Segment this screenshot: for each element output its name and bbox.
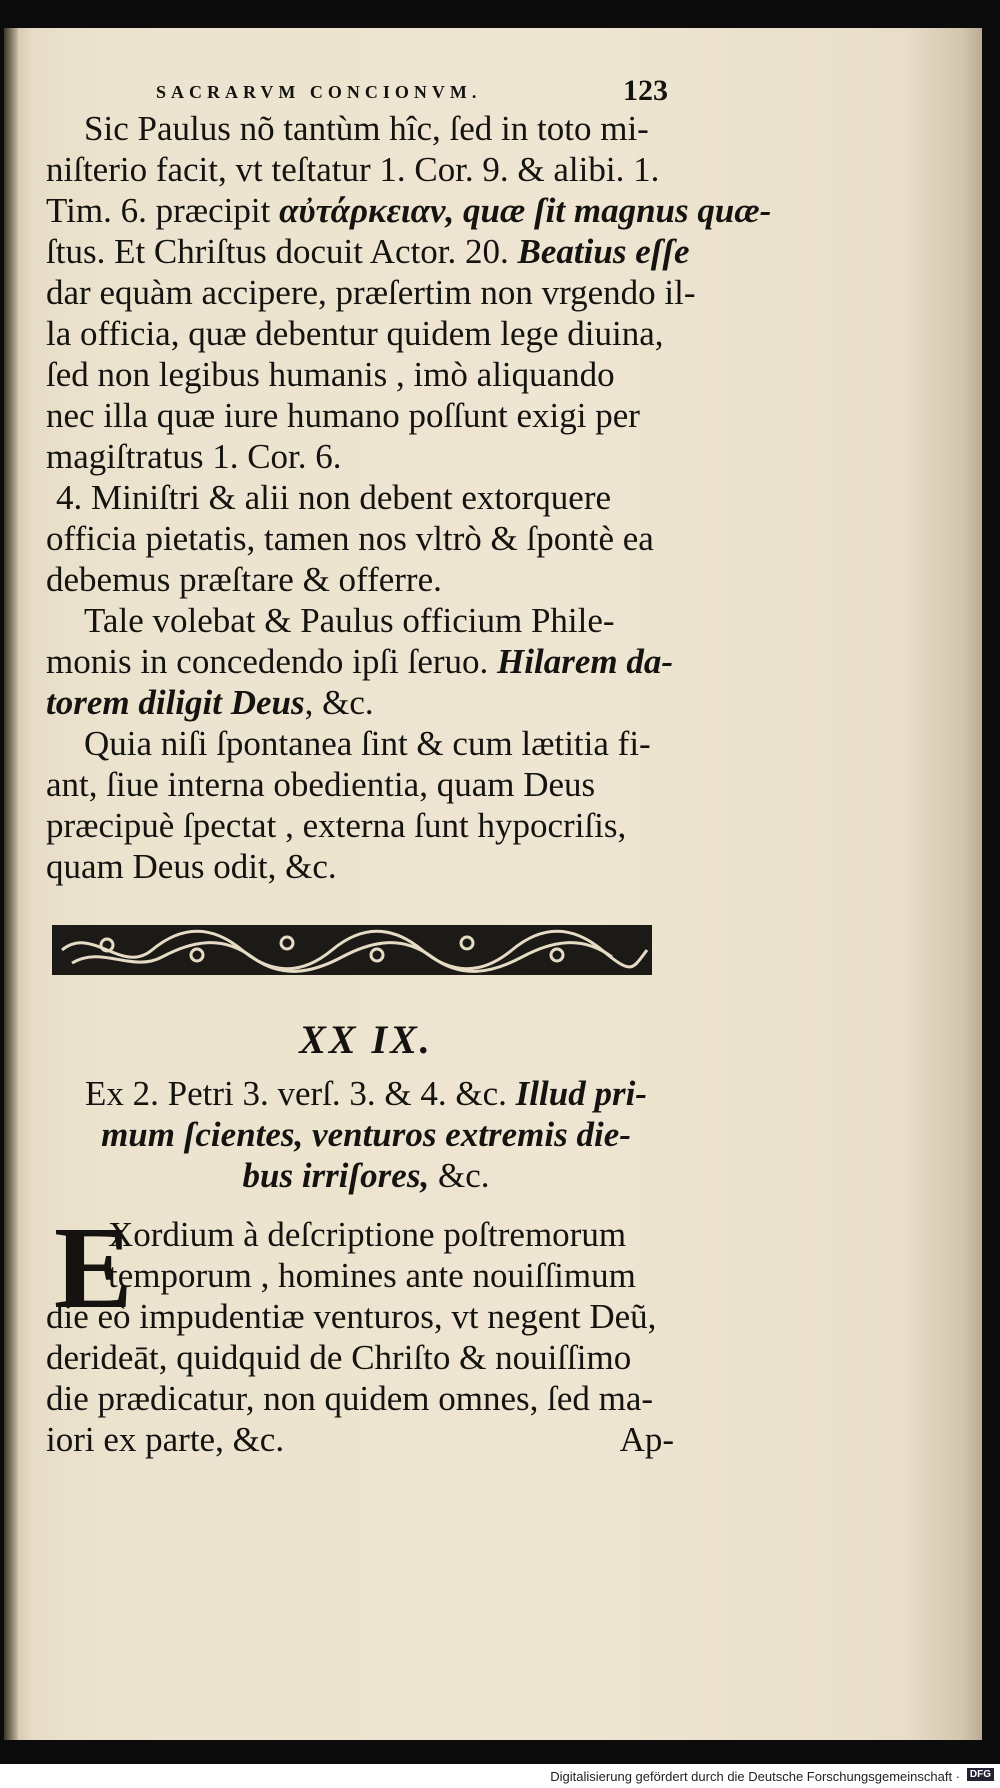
text-line [46,682,686,723]
page-number: 123 [623,74,668,107]
text-line: die eò impudentiæ venturos, vt negent Deũ, [46,1297,657,1336]
text-line-roman: Tim. 6. præcipit [46,191,271,230]
text-line: officia pietatis, tamen nos vltrò & ſpontè ea [46,519,654,558]
text-line: derideāt, quidquid de Chriſto & nouiſſimo [46,1338,632,1377]
heading-line [46,1073,686,1114]
text-block [46,68,772,1460]
body-paragraph [46,1202,686,1460]
heading-line [46,1155,686,1196]
text-line-roman: iori ex parte, &c. [46,1420,285,1459]
italic-quote: Hilarem da- [497,642,673,681]
text-line-roman: monis in concedendo ipſi ſeruo. [46,642,489,681]
heading-roman: Ex 2. Petri 3. verſ. 3. & 4. &c. [85,1074,507,1113]
text-line: debemus præſtare & offerre. [46,560,442,599]
text-line: Tale volebat & Paulus officium Phile- [84,601,615,640]
text-line: magiſtratus 1. Cor. 6. [46,437,342,476]
footer-credit: Digitalisierung gefördert durch die Deutsche Forschungsgemeinschaft · [550,1769,960,1784]
book-page [4,28,982,1740]
text-line: Sic Paulus nõ tantùm hîc, ſed in toto mi- [84,109,649,148]
text-line [46,641,686,682]
running-head-title: SACRARVM CONCIONVM. [156,82,482,102]
italic-quote: torem diligit Deus [46,683,305,722]
dfg-logo: DFG [967,1768,994,1781]
text-line: præcipuè ſpectat , externa ſunt hypocriſis, [46,806,627,845]
heading-italic: Illud pri- [515,1074,647,1113]
text-line: temporum , homines ante nouiſſimum [108,1256,636,1295]
catchword: Ap- [619,1420,674,1459]
paragraph-3 [46,600,686,723]
text-line: nec illa quæ iure humano poſſunt exigi per [46,396,640,435]
text-line: la officia, quæ debentur quidem lege diuina, [46,314,664,353]
text-line: die prædicatur, non quidem omnes, ſed ma- [46,1379,654,1418]
text-line: niſterio facit, vt teſtatur 1. Cor. 9. & alibi. 1. [46,150,660,189]
text-line [46,190,772,231]
ornament-band-icon [52,915,652,985]
text-line: dar equàm accipere, præſertim non vrgendo il- [46,273,696,312]
text-line-roman: ſtus. Et Chriſtus docuit Actor. 20. [46,232,509,271]
heading-italic: bus irriſores, [242,1156,430,1195]
paragraph-2 [46,477,686,600]
text-line [46,231,690,272]
section-heading [46,1073,686,1196]
text-line: 4. Miniſtri & alii non debent extorquere [56,478,612,517]
text-line: Xordium à deſcriptione poſtremorum [108,1215,627,1254]
text-line: ant, ſiue interna obedientia, quam Deus [46,765,596,804]
text-line [46,1419,686,1460]
drop-capital: E [54,1202,133,1333]
italic-quote: Beatius eſſe [517,232,690,271]
page-gutter [4,28,18,1740]
running-head [46,68,686,108]
text-line: ſed non legibus humanis , imò aliquando [46,355,615,394]
text-line-roman: , &c. [304,683,374,722]
paragraph-1 [46,108,772,477]
greek-phrase: αὐτάρκειαν, quæ ſit magnus quæ- [279,191,772,230]
digitization-footer [0,1764,1000,1788]
text-line: quam Deus odit, &c. [46,847,337,886]
paragraph-4 [46,723,686,887]
heading-line: mum ſcientes, venturos extremis die- [101,1115,631,1154]
chapter-number: XX IX. [299,1017,433,1062]
text-line: Quia niſi ſpontanea ſint & cum lætitia fi- [84,724,651,763]
heading-roman: &c. [429,1156,490,1195]
